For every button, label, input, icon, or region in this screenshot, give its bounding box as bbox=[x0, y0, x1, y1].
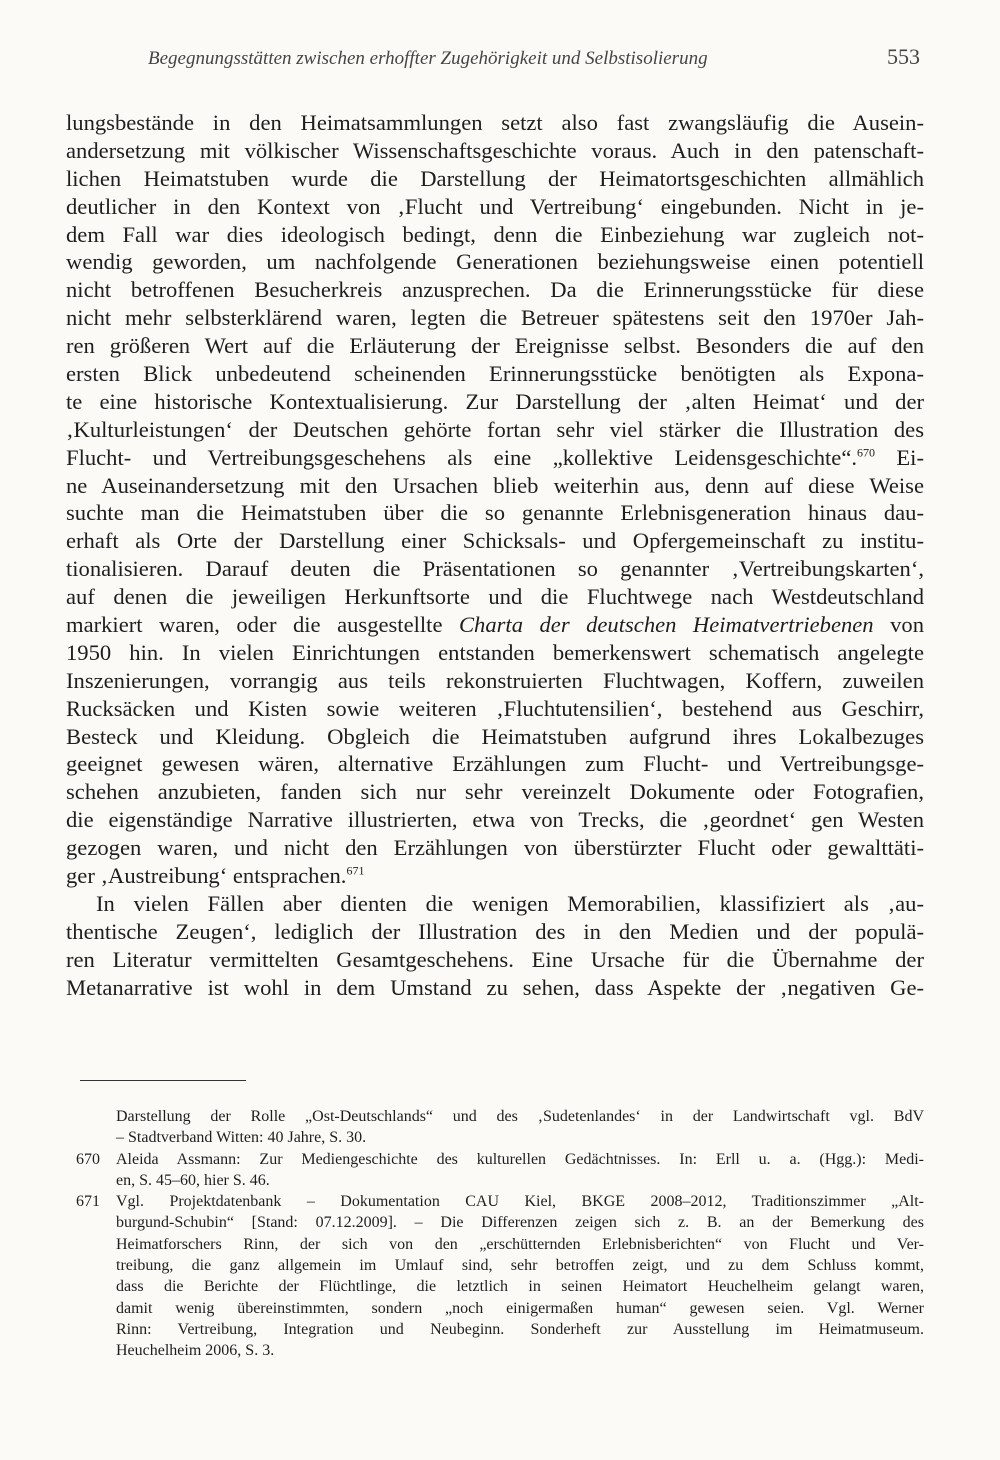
text-line: dem Fall war dies ideologisch bedingt, denn die Einbeziehung war zugleich not- bbox=[66, 221, 924, 247]
italic-title: Charta der deutschen Heimatvertriebenen bbox=[458, 612, 874, 638]
footnote-ref-670[interactable]: 670 bbox=[857, 445, 875, 460]
paragraph-1 bbox=[66, 109, 924, 890]
footnote-670 bbox=[76, 1149, 924, 1192]
text-line: Rucksäcken und Kisten sowie weiteren ‚Fluchtutensilien‘, bestehend aus Geschirr, bbox=[66, 695, 924, 721]
text-line bbox=[66, 444, 924, 472]
text-line: wendig geworden, um nachfolgende Generationen beziehungsweise einen potentiell bbox=[66, 249, 924, 275]
footnote-continued bbox=[76, 1106, 924, 1149]
footnote-line: Vgl. Projektdatenbank – Dokumentation CAU Kiel, BKGE 2008–2012, Traditionszimmer „Alt- bbox=[116, 1193, 924, 1211]
text-line: ‚Kulturleistungen‘ der Deutschen gehörte fortan sehr viel stärker die Illustration des bbox=[66, 416, 924, 442]
text-line: te eine historische Kontextualisierung. Zur Darstellung der ‚alten Heimat‘ und der bbox=[66, 388, 924, 414]
text-segment: von bbox=[873, 612, 924, 638]
text-line: Inszenierungen, vorrangig aus teils rekonstruierten Fluchtwagen, Koffern, zuweilen bbox=[66, 667, 924, 693]
footnote-line: Aleida Assmann: Zur Mediengeschichte des kulturellen Gedächtnisses. In: Erll u. a. (Hgg.): Medi- bbox=[116, 1150, 924, 1168]
footnote-number: 671 bbox=[76, 1193, 100, 1211]
text-line: tionalisieren. Darauf deuten die Präsentationen so genannter ‚Vertreibungskarten‘, bbox=[66, 556, 924, 582]
text-line: schehen anzubieten, fanden sich nur sehr vereinzelt Dokumente oder Fotografien, bbox=[66, 779, 924, 805]
text-line: andersetzung mit völkischer Wissenschaftsgeschichte voraus. Auch in den patenschaft- bbox=[66, 137, 924, 163]
text-line: Besteck und Kleidung. Obgleich die Heimatstuben aufgrund ihres Lokalbezuges bbox=[66, 723, 924, 749]
text-line: lichen Heimatstuben wurde die Darstellung der Heimatortsgeschichten allmählich bbox=[66, 165, 924, 191]
text-segment: Flucht- und Vertreibungsgeschehens als eine „kollektive Leidensgeschichte“. bbox=[66, 444, 857, 470]
footnote-ref-671[interactable]: 671 bbox=[346, 863, 365, 878]
text-line: geeignet gewesen wären, alternative Erzählungen zum Flucht- und Vertreibungsge- bbox=[66, 751, 924, 777]
text-segment: Ei- bbox=[875, 444, 924, 470]
footnote-number: 670 bbox=[76, 1150, 100, 1168]
text-line: ren größeren Wert auf die Erläuterung der Ereignisse selbst. Besonders die auf den bbox=[66, 333, 924, 359]
paragraph-2 bbox=[66, 890, 924, 1002]
running-header-title: Begegnungsstätten zwischen erhoffter Zugehörigkeit und Selbstisolierung bbox=[148, 48, 708, 69]
footnote-line: treibung, die ganz allgemein im Umlauf sind, sehr betroffen zeigt, und zu dem Schluss kommt, bbox=[116, 1257, 924, 1275]
footnote-line: Darstellung der Rolle „Ost-Deutschlands“ und des ‚Sudetenlandes‘ in der Landwirtschaft vgl. BdV bbox=[116, 1108, 924, 1125]
footnote-671 bbox=[76, 1191, 924, 1361]
text-line: auf denen die jeweiligen Herkunftsorte und die Fluchtwege nach Westdeutschland bbox=[66, 584, 924, 610]
text-line: nicht betroffenen Besucherkreis anzusprechen. Da die Erinnerungsstücke für diese bbox=[66, 277, 924, 303]
text-line: lungsbestände in den Heimatsammlungen setzt also fast zwangsläufig die Ausein- bbox=[66, 110, 924, 135]
text-line: 1950 hin. In vielen Einrichtungen entstanden bemerkenswert schematisch angelegte bbox=[66, 639, 924, 665]
text-line: ne Auseinandersetzung mit den Ursachen blieb weiterhin aus, denn auf diese Weise bbox=[66, 472, 924, 498]
footnote-line: Rinn: Vertreibung, Integration und Neubeginn. Sonderheft zur Ausstellung im Heimatmuseum. bbox=[116, 1320, 924, 1338]
text-line bbox=[66, 862, 924, 890]
text-line: In vielen Fällen aber dienten die wenigen Memorabilien, klassifiziert als ‚au- bbox=[96, 890, 924, 916]
text-line: erhaft als Orte der Darstellung einer Schicksals- und Opfergemeinschaft zu institu- bbox=[66, 528, 924, 554]
text-line: ren Literatur vermittelten Gesamtgeschehens. Eine Ursache für die Übernahme der bbox=[66, 946, 924, 972]
text-line: deutlicher in den Kontext von ‚Flucht und Vertreibung‘ eingebunden. Nicht in je- bbox=[66, 193, 924, 219]
footnote-line: Heuchelheim 2006, S. 3. bbox=[116, 1342, 275, 1360]
text-line: die eigenständige Narrative illustrierten, etwa von Trecks, die ‚geordnet‘ gen Westen bbox=[66, 807, 924, 833]
footnote-line: – Stadtverband Witten: 40 Jahre, S. 30. bbox=[116, 1129, 367, 1147]
text-line: Metanarrative ist wohl in dem Umstand zu sehen, dass Aspekte der ‚negativen Ge- bbox=[66, 974, 924, 1000]
text-segment: markiert waren, oder die ausgestellte bbox=[66, 612, 459, 638]
text-line: gezogen waren, und nicht den Erzählungen von überstürzter Flucht oder gewalttäti- bbox=[66, 835, 924, 861]
footnotes bbox=[76, 1106, 924, 1362]
text-line: ersten Blick unbedeutend scheinenden Erinnerungsstücke benötigten als Expona- bbox=[66, 361, 924, 387]
text-segment: ger ‚Austreibung‘ entsprachen. bbox=[66, 863, 347, 889]
footnote-line: burgund-Schubin“ [Stand: 07.12.2009]. – Die Differenzen zeigen sich z. B. an der Bemerkung des bbox=[116, 1214, 924, 1232]
text-line: nicht mehr selbsterklärend waren, legten die Betreuer spätestens seit den 1970er Jah- bbox=[66, 305, 924, 331]
footnote-line: dass die Berichte der Flüchtlinge, die letztlich in seinen Heimatort Heuchelheim gelangt waren, bbox=[116, 1278, 924, 1296]
footnote-line: Heimatforschers Rinn, der sich von den „erschütternden Erlebnisberichten“ von Flucht und Ver- bbox=[116, 1235, 924, 1253]
running-header bbox=[148, 44, 920, 74]
text-line: suchte man die Heimatstuben über die so genannte Erlebnisgeneration hinaus dau- bbox=[66, 500, 924, 526]
text-line bbox=[66, 611, 924, 639]
text-line: thentische Zeugen‘, lediglich der Illustration des in den Medien und der populä- bbox=[66, 918, 924, 944]
body-text bbox=[66, 109, 924, 1002]
footnote-line: en, S. 45–60, hier S. 46. bbox=[116, 1171, 270, 1189]
page-number: 553 bbox=[887, 44, 920, 69]
footnote-line: damit wenig übereinstimmten, sondern „noch einigermaßen human“ gewesen seien. Vgl. Werner bbox=[116, 1299, 924, 1317]
footnote-rule bbox=[80, 1080, 246, 1081]
